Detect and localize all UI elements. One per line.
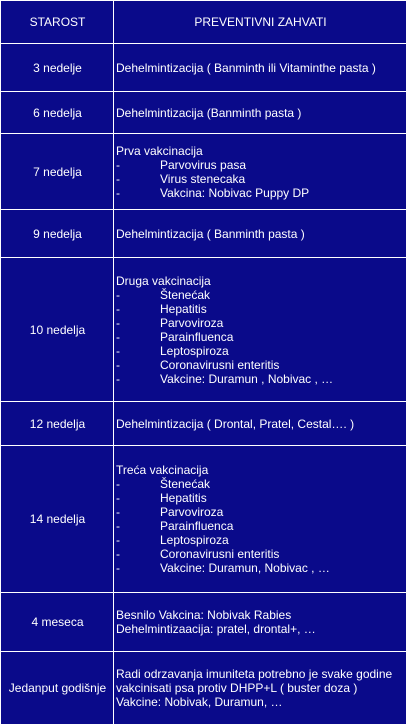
action-cell bbox=[114, 210, 406, 257]
action-line: Dehelmintizacija ( Banminth pasta ) bbox=[116, 226, 305, 241]
age-cell: 12 nedelja bbox=[1, 402, 113, 445]
list-item: - Parvoviroza bbox=[116, 505, 224, 519]
age-cell: 14 nedelja bbox=[1, 446, 113, 592]
action-cell bbox=[114, 92, 406, 133]
action-line: Dehelmintizacija ( Drontal, Pratel, Cestal…. ) bbox=[116, 416, 355, 431]
vaccination-title: Prva vakcinacija bbox=[116, 143, 203, 158]
list-item: - Vakcina: Nobivac Puppy DP bbox=[116, 185, 310, 200]
table-row bbox=[1, 44, 406, 91]
vaccination-title: Druga vakcinacija bbox=[116, 273, 211, 288]
age-cell: Jedanput godišnje bbox=[1, 652, 113, 724]
table-header-row bbox=[1, 1, 406, 43]
action-cell bbox=[114, 652, 406, 724]
table-row bbox=[1, 134, 406, 209]
table-row bbox=[1, 402, 406, 445]
age-cell: 9 nedelja bbox=[1, 210, 113, 257]
header-action: PREVENTIVNI ZAHVATI bbox=[114, 1, 406, 43]
age-cell: 10 nedelja bbox=[1, 258, 113, 401]
list-item: - Parainfluenca bbox=[116, 519, 234, 533]
list-item: - Leptospiroza bbox=[116, 533, 229, 547]
list-item: - Vakcine: Duramun, Nobivac , … bbox=[116, 561, 330, 575]
list-item: - Coronavirusni enteritis bbox=[116, 547, 280, 561]
action-cell bbox=[114, 258, 406, 401]
list-item: - Virus stenecaka bbox=[116, 171, 246, 186]
list-item: - Parainfluenca bbox=[116, 329, 234, 344]
table-row bbox=[1, 210, 406, 257]
action-line: Dehelmintizacija ( Banminth ili Vitaminthe pasta ) bbox=[116, 60, 376, 75]
list-item: - Hepatitis bbox=[116, 491, 207, 505]
age-cell: 7 nedelja bbox=[1, 134, 113, 209]
table-row bbox=[1, 92, 406, 133]
age-cell: 6 nedelja bbox=[1, 92, 113, 133]
table-row bbox=[1, 446, 406, 592]
list-item: - Leptospiroza bbox=[116, 343, 229, 358]
action-cell bbox=[114, 446, 406, 592]
header-age: STAROST bbox=[1, 1, 113, 43]
action-cell bbox=[114, 44, 406, 91]
action-cell bbox=[114, 593, 406, 651]
table-row bbox=[1, 652, 406, 724]
list-item: - Hepatitis bbox=[116, 301, 207, 316]
age-cell: 3 nedelje bbox=[1, 44, 113, 91]
list-item: - Parvovirus pasa bbox=[116, 157, 247, 172]
action-cell bbox=[114, 402, 406, 445]
action-line: Vakcine: Nobivak, Duramun, … bbox=[116, 695, 283, 709]
action-line: Radi odrzavanja imuniteta potrebno je svake godine vakcinisati psa protiv DHPP+L ( buster doza ) bbox=[116, 667, 393, 695]
table-row bbox=[1, 258, 406, 401]
action-cell bbox=[114, 134, 406, 209]
list-item: - Coronavirusni enteritis bbox=[116, 357, 280, 372]
action-line: Dehelmintizaacija: pratel, drontal+, … bbox=[116, 622, 316, 636]
list-item: - Štenećak bbox=[116, 287, 211, 302]
list-item: - Vakcine: Duramun , Nobivac , … bbox=[116, 371, 334, 386]
action-line: Besnilo Vakcina: Nobivak Rabies bbox=[116, 608, 292, 622]
vaccination-title: Treća vakcinacija bbox=[116, 463, 209, 477]
list-item: - Štenećak bbox=[116, 477, 211, 491]
list-item: - Parvoviroza bbox=[116, 315, 224, 330]
table-row bbox=[1, 593, 406, 651]
action-line: Dehelmintizacija (Banminth pasta ) bbox=[116, 105, 302, 120]
age-cell: 4 meseca bbox=[1, 593, 113, 651]
